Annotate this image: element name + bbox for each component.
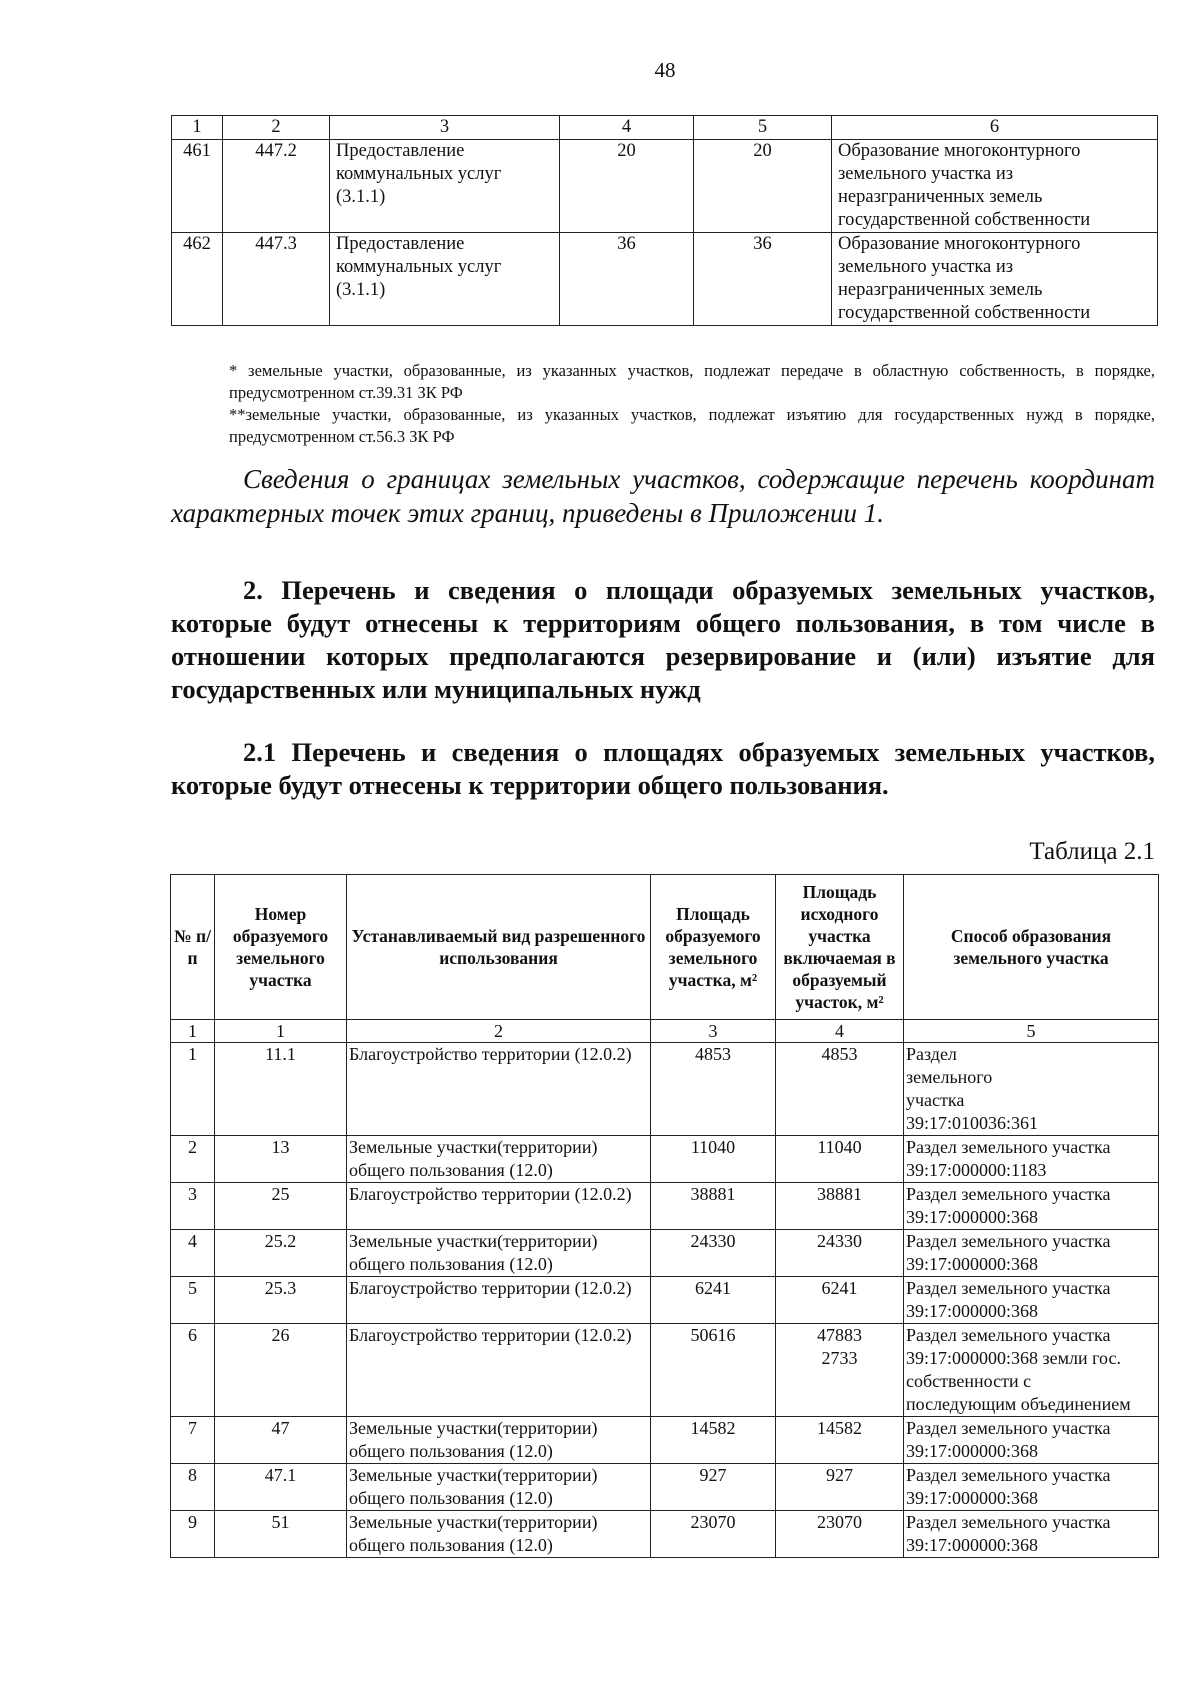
source-area-2: 2733 (821, 1348, 858, 1368)
col-number: 5 (694, 116, 832, 140)
table-row (172, 140, 1158, 233)
formation-method: Раздел земельного участка 39:17:000000:368 (904, 1417, 1159, 1464)
parcel-id: 447.3 (223, 233, 330, 326)
table-row (171, 1230, 1159, 1277)
source-area: 4853 (776, 1043, 904, 1136)
formation-method: Раздел земельного участка 39:17:000000:368 (904, 1511, 1159, 1558)
table-row (171, 1277, 1159, 1324)
row-number: 3 (171, 1183, 215, 1230)
formation-method: Образование многоконтурного земельного участка из неразграниченных земель государственной собственности (832, 233, 1158, 326)
source-area: 14582 (776, 1417, 904, 1464)
permitted-use: Земельные участки(территории) общего пользования (12.0) (347, 1417, 651, 1464)
source-area: 47883 (817, 1325, 862, 1345)
parcel-area: 38881 (651, 1183, 776, 1230)
parcel-area: 4853 (651, 1043, 776, 1136)
formation-method: Раздел земельного участка 39:17:010036:361 (904, 1043, 1159, 1136)
permitted-use: Благоустройство территории (12.0.2) (347, 1324, 651, 1417)
table-header-row (171, 875, 1159, 1020)
parcel-id: 13 (215, 1136, 347, 1183)
appendix-note: Сведения о границах земельных участков, содержащие перечень координат характерных точек этих границ, приведены в Приложении 1. (171, 464, 1155, 528)
table-row (171, 1324, 1159, 1417)
table-row (171, 1417, 1159, 1464)
header-row-number: № п/п (171, 875, 215, 1020)
column-numbers-row (171, 1020, 1159, 1043)
col-number: 1 (172, 116, 223, 140)
row-number: 462 (172, 233, 223, 326)
parcel-id: 11.1 (215, 1043, 347, 1136)
col-number: 3 (651, 1020, 776, 1043)
source-area: 6241 (776, 1277, 904, 1324)
source-area: 36 (694, 233, 832, 326)
row-number: 461 (172, 140, 223, 233)
header-parcel-area: Площадь образуемого земельного участка, м² (651, 875, 776, 1020)
formation-method: Раздел земельного участка 39:17:000000:368 (904, 1464, 1159, 1511)
source-area: 23070 (776, 1511, 904, 1558)
permitted-use: Земельные участки(территории) общего пользования (12.0) (347, 1511, 651, 1558)
table-row (171, 1043, 1159, 1136)
header-parcel-id: Номер образуемого земельного участка (215, 875, 347, 1020)
parcel-id: 25.2 (215, 1230, 347, 1277)
parcel-area: 24330 (651, 1230, 776, 1277)
row-number: 8 (171, 1464, 215, 1511)
col-number: 5 (904, 1020, 1159, 1043)
parcel-id: 447.2 (223, 140, 330, 233)
col-number: 4 (776, 1020, 904, 1043)
parcel-area: 23070 (651, 1511, 776, 1558)
table-caption: Таблица 2.1 (1029, 838, 1155, 865)
parcels-table (170, 874, 1159, 1558)
col-number: 1 (215, 1020, 347, 1043)
source-area: 24330 (776, 1230, 904, 1277)
row-number: 5 (171, 1277, 215, 1324)
permitted-use: Благоустройство территории (12.0.2) (347, 1183, 651, 1230)
permitted-use: Благоустройство территории (12.0.2) (347, 1043, 651, 1136)
page-number: 48 (654, 58, 676, 82)
col-number: 2 (347, 1020, 651, 1043)
header-source-area: Площадь исходного участка включаемая в образуемый участок, м² (776, 875, 904, 1020)
col-number: 4 (560, 116, 694, 140)
formation-method: Раздел земельного участка 39:17:000000:368 (904, 1183, 1159, 1230)
table-row (171, 1136, 1159, 1183)
header-formation-method: Способ образования земельного участка (904, 875, 1159, 1020)
formation-method: Образование многоконтурного земельного участка из неразграниченных земель государственной собственности (832, 140, 1158, 233)
parcel-area: 36 (560, 233, 694, 326)
footnotes (229, 360, 1155, 448)
parcel-id: 25 (215, 1183, 347, 1230)
row-number: 9 (171, 1511, 215, 1558)
parcel-area: 50616 (651, 1324, 776, 1417)
permitted-use: Земельные участки(территории) общего пользования (12.0) (347, 1136, 651, 1183)
parcel-area: 927 (651, 1464, 776, 1511)
source-area: 11040 (776, 1136, 904, 1183)
parcel-area: 20 (560, 140, 694, 233)
formation-method: Раздел земельного участка 39:17:000000:1183 (904, 1136, 1159, 1183)
row-number: 1 (171, 1043, 215, 1136)
formation-method: Раздел земельного участка 39:17:000000:368 (904, 1230, 1159, 1277)
source-areas (776, 1324, 904, 1417)
table-row (172, 233, 1158, 326)
formation-method: Раздел земельного участка 39:17:000000:368 (904, 1277, 1159, 1324)
row-number: 6 (171, 1324, 215, 1417)
permitted-use: Земельные участки(территории) общего пользования (12.0) (347, 1464, 651, 1511)
section-heading-2: 2. Перечень и сведения о площади образуемых земельных участков, которые будут отнесены к территориям общего пользования, в том числе в отношении которых предполагаются резервирование и (или) изъятие для государственных или муниципальных нужд (171, 575, 1155, 704)
col-number: 6 (832, 116, 1158, 140)
footnote-2: **земельные участки, образованные, из указанных участков, подлежат изъятию для государственных нужд в порядке, предусмотренном ст.56.3 ЗК РФ (229, 405, 1155, 446)
parcel-id: 25.3 (215, 1277, 347, 1324)
table-header-row (172, 116, 1158, 140)
header-permitted-use: Устанавливаемый вид разрешенного использования (347, 875, 651, 1020)
parcel-id: 47.1 (215, 1464, 347, 1511)
col-number: 3 (330, 116, 560, 140)
permitted-use: Благоустройство территории (12.0.2) (347, 1277, 651, 1324)
row-number: 7 (171, 1417, 215, 1464)
source-area: 927 (776, 1464, 904, 1511)
permitted-use: Предоставление коммунальных услуг (3.1.1) (330, 140, 560, 233)
row-number: 4 (171, 1230, 215, 1277)
row-number: 2 (171, 1136, 215, 1183)
formation-method: Раздел земельного участка 39:17:000000:368 земли гос. собственности с последующим объединением (904, 1324, 1159, 1417)
parcel-id: 47 (215, 1417, 347, 1464)
col-number: 2 (223, 116, 330, 140)
table-row (171, 1183, 1159, 1230)
footnote-1: * земельные участки, образованные, из указанных участков, подлежат передаче в областную собственность, в порядке, предусмотренном ст.39.31 ЗК РФ (229, 361, 1155, 402)
table-row (171, 1511, 1159, 1558)
continuation-table (171, 115, 1158, 326)
source-area: 38881 (776, 1183, 904, 1230)
permitted-use: Предоставление коммунальных услуг (3.1.1) (330, 233, 560, 326)
source-area: 20 (694, 140, 832, 233)
table-row (171, 1464, 1159, 1511)
section-heading-2-1: 2.1 Перечень и сведения о площадях образуемых земельных участков, которые будут отнесены к территории общего пользования. (171, 737, 1155, 800)
parcel-id: 26 (215, 1324, 347, 1417)
parcel-id: 51 (215, 1511, 347, 1558)
parcel-area: 11040 (651, 1136, 776, 1183)
permitted-use: Земельные участки(территории) общего пользования (12.0) (347, 1230, 651, 1277)
parcel-area: 14582 (651, 1417, 776, 1464)
col-number: 1 (171, 1020, 215, 1043)
parcel-area: 6241 (651, 1277, 776, 1324)
